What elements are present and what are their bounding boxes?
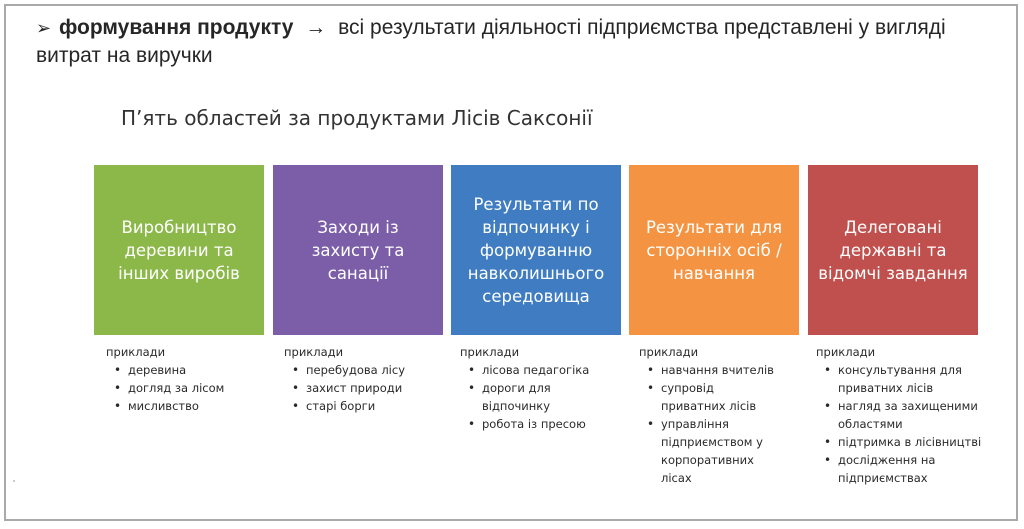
list-item: • захист природи <box>276 379 448 397</box>
examples-label: приклади <box>284 345 344 359</box>
list-item: • мисливство <box>98 397 270 415</box>
list-item: • управління підприємством у корпоративних лісах <box>631 415 786 487</box>
list-item: • деревина <box>98 361 270 379</box>
area-box-recreation <box>451 165 621 335</box>
list-item: • дороги для відпочинку <box>452 379 574 415</box>
list-item: • навчання вчителів <box>631 361 801 379</box>
area-title: Результати для сторонніх осіб / навчання <box>645 217 783 283</box>
examples-list <box>98 361 270 415</box>
examples-third-parties <box>631 343 801 487</box>
list-item: • робота із пресою <box>452 415 622 433</box>
examples-label: приклади <box>816 345 876 359</box>
list-item: • супровід приватних лісів <box>631 379 771 415</box>
examples-label: приклади <box>460 345 520 359</box>
area-title: Заходи із захисту та санації <box>311 217 405 283</box>
list-item: • підтримка в лісівництві <box>808 433 1004 451</box>
examples-state-tasks <box>808 343 1004 487</box>
list-item: • старі борги <box>276 397 448 415</box>
decorative-dot <box>13 480 15 482</box>
area-box-third-parties <box>629 165 799 335</box>
examples-label: приклади <box>639 345 699 359</box>
list-item: • консультування для приватних лісів <box>808 361 968 397</box>
examples-recreation <box>452 343 622 433</box>
area-title: Виробництво деревини та інших виробів <box>118 217 240 283</box>
examples-list <box>276 361 448 415</box>
examples-protection <box>276 343 448 415</box>
examples-list <box>452 361 622 433</box>
right-arrow-icon: → <box>305 16 327 39</box>
headline-bold: формування продукту <box>58 16 294 39</box>
subtitle: П’ять областей за продуктами Лісів Саксонії <box>121 106 593 130</box>
examples-label: приклади <box>106 345 166 359</box>
list-item: • лісова педагогіка <box>452 361 622 379</box>
examples-wood-production <box>98 343 270 415</box>
list-item: • нагляд за захищеними областями <box>808 397 983 433</box>
arrow-bullet-icon: ➢ <box>36 18 52 38</box>
area-title: Делеговані державні та відомчі завдання <box>818 217 968 283</box>
area-box-protection <box>273 165 443 335</box>
list-item: • догляд за лісом <box>98 379 270 397</box>
examples-list <box>631 361 801 487</box>
area-title: Результати по відпочинку і формуванню навколишнього середовища <box>467 194 605 306</box>
area-box-state-tasks <box>808 165 978 335</box>
examples-list <box>808 361 1004 487</box>
headline-text: всі результати діяльності підприємства представлені у вигляді витрат на виручки <box>36 16 946 67</box>
list-item: • дослідження на підприємствах <box>808 451 958 487</box>
area-box-wood-production <box>94 165 264 335</box>
headline <box>36 14 996 69</box>
list-item: • перебудова лісу <box>276 361 448 379</box>
area-boxes <box>94 165 978 335</box>
